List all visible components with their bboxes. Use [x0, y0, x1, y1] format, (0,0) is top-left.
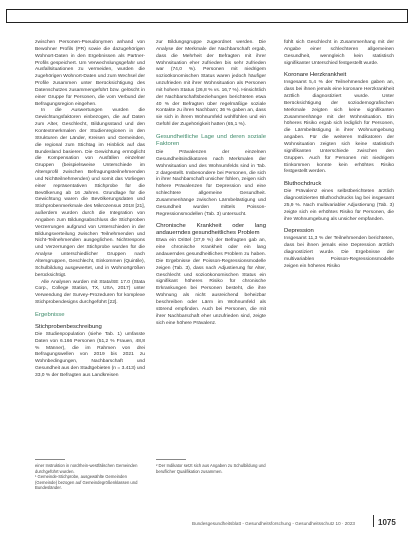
paragraph: Insgesamt 11,3 % der Teilnehmenden berichteten, dass bei ihnen jemals eine Depression ärztlich diagnostiziert wurde. Die Ergebnisse der multivariablen Poisson-Regressionsmodelle zeigen ein höheres Risiko — [284, 236, 394, 269]
paragraph: zur Bildungsgruppe zugeordnet werden. Die Analyse der Merkmale der Nachbarschaft ergab, dass die Mehrheit der Befragten mit ihrer Wohnsituation eher zufrieden bis sehr zufrieden war (74,0 %). Personen mit niedrigem sozioökonomischen Status waren jedoch häufiger unzufrieden mit ihrer Wohnsituation als Personen mit hohem Status (26,8 % vs. 16,7 %). Hinsichtlich der Nachbarschaftsbeziehungen berichteten etwa 40 % der Befragten über regelmäßige soziale Kontakte zu ihren Nachbarn; 36 % gaben an, dass sie sich in ihrem Wohnumfeld wohlfühlen und ein Gefühl der Zugehörigkeit hatten (65,1 %). — [156, 40, 266, 128]
paragraph: zwischen Personen-Pseudonymen anhand von Bewohner Profils (PR) sowie die dazugehörigen Wohnort-Daten in den Ergebnissen als Partner-Profils gespeichert. Um Verwechslungsgefahr und Ausfallsituationen zu vermeiden, wurden die zugehörigen Wohnort-Daten und zum Wechsel der Profile zusammen unter Berücksichtigung des Datenschutzes zusammengeführt bzw. gelöscht in einer Gruppe für Personen, die vom Verbund der Befragungsregion eingehen. — [35, 40, 145, 107]
footer-divider — [373, 515, 374, 527]
subsection-heading: Depression — [284, 228, 314, 235]
footnote-column-1 — [35, 463, 145, 491]
section-heading: Ergebnisse — [35, 311, 65, 318]
text-column-2 — [156, 40, 266, 327]
paragraph: Insgesamt 5,4 % der Teilnehmenden gaben an, dass bei ihnen jemals eine koronare Herzkrankheit ärztlich diagnostiziert wurde. Unter Berücksichtigung der soziodemografischen Merkmale zeigten sich keine signifikanten Zusammenhänge mit der Wohnsituation. Ein höheres Risiko ergab sich lediglich für Personen, die Lärmbelästigung in ihrer Wohnumgebung angaben. Für die weiteren Indikatoren der Wohnsituation zeigten sich keine statistisch signifikanten Unterschiede zwischen den Gruppen. Auch für Personen mit niedrigem Einkommen konnte kein erhöhtes Risiko festgestellt werden. — [284, 80, 394, 175]
journal-footer: Bundesgesundheitsblatt - Gesundheitsforschung - Gesundheitsschutz 10 · 2023 — [192, 521, 355, 526]
text-column-1 — [35, 40, 145, 380]
subsection-heading: Stichprobenbeschreibung — [35, 323, 102, 330]
footnote-divider — [35, 459, 65, 460]
header-bar — [6, 9, 408, 23]
footnote: ¹ Gemeinde-Stichprobe, ausgewählte Gemeinden (Gemeinde) bezogen auf Gemeindegrößenklassen und Bundesländer. — [35, 474, 138, 491]
section-heading: Gesundheitliche Lage und deren soziale Faktoren — [156, 133, 266, 147]
paragraph: Alle Analysen wurden mit Stata/SE 17.0 (Stata Corp., College Station, TX, USA, 2017) unter Verwendung der Survey-Prozeduren für komplexe Stichprobendesigns durchgeführt [22]. — [35, 279, 145, 306]
paragraph: Die Prävalenz eines selbstberichteten ärztlich diagnostizierten Bluthochdrucks lag bei insgesamt 25,9 %. Nach multivariabler Adjustierung (Tab. 3) zeigte sich ein erhöhtes Risiko für Personen, die ihre Wohnumgebung als unsicher empfanden. — [284, 189, 394, 222]
paragraph: fühlt sich Geschlecht in Zusammenhang mit der Angabe einer schlechteren allgemeinen Gesundheit, wenngleich kein statistisch signifikanter Unterschied festgestellt wurde. — [284, 40, 394, 66]
paragraph: Etwa ein Drittel (37,9 %) der Befragten gab an, eine chronische Krankheit oder ein lang andauerndes gesundheitliches Problem zu haben. Die Ergebnisse der Poisson-Regressionsmodelle zeigen (Tab. 3), dass nach Adjustierung für Alter, Geschlecht und sozioökonomischen Status ein signifikant höheres Risiko für chronische Erkrankungen bei Personen besteht, die ihre Wohnung als nicht ausreichend beheizbar beschreiben oder Lärm im Wohnumfeld als störend empfinden. Auch bei Personen, die mit ihrer Nachbarschaft eher unzufrieden sind, zeigte sich eine höhere Prävalenz. — [156, 238, 266, 326]
subsection-heading: Bluthochdruck — [284, 181, 322, 188]
footnote: einer Instruktion in nordrhein-westfälischen Gemeinden durchgeführt wurden. — [35, 463, 138, 474]
subsection-heading: Koronare Herzkrankheit — [284, 72, 347, 79]
page-number: 1075 — [378, 518, 396, 527]
paragraph: Die Prävalenzen der einzelnen Gesundheitsindikatoren nach Merkmalen der Wohnsituation und des Wohnumfelds sind in Tab. 2 dargestellt. Insbesondere bei Personen, die sich in ihrer Nachbarschaft unsicher fühlen, zeigen sich höhere Prävalenzen für Depression und eine schlechtere allgemeine Gesundheit. Zusammenhänge zwischen Lärmbelästigung und Gesundheit wurden mittels Poisson-Regressionsmodellen (Tab. 3) untersucht. — [156, 149, 266, 217]
text-column-3 — [284, 40, 394, 271]
footnote-column-2 — [156, 463, 266, 474]
paragraph: In die Auswertungen wurden die Gewichtungsfaktoren einbezogen, die auf Daten zum Alter, Geschlecht, Bildungsstand und den Kontextmerkmalen der Studienregionen in den Strukturen der Länder, Kreisen und Gemeinden, die regional zum Stichtag im Hinblick auf das Bundesland basieren. Die Gewichtung ermöglicht die Kompensation von Ausfällen einzelner Gruppen (beispielsweise Unterschiede im Altersprofil zwischen Befragungsteilnehmenden und Nichtteilnehmenden) und somit das Vorliegen einer repräsentativen Stichprobe für die Bevölkerung ab 16 Jahren. Grundlage für die Gewichtung waren die Bevölkerungsdaten und Stichprobenmerkmale des Mikrozensus 2018 [21], außerdem wurden durch die Integration von Angaben zum Bildungsabschluss die Stichproben Verzerrungen aufgrund von Unterschieden in der Bildungsverteilung zwischen Teilnehmenden und Nicht-Teilnehmenden ausgeglichen. Nichtrespons und Verzerrungen der Stichprobe wurden für die Analyse unterschiedlicher Gruppen nach Altersgruppen, Geschlecht, Einkommen (Quintile), Schulbildung ausgewertet, und in Wohnortgrößen berücksichtigt. — [35, 108, 145, 278]
footnote-divider — [156, 459, 186, 460]
paragraph: Die Studienpopulation (siehe Tab. 1) umfasste Daten von 6.166 Personen (51,2 % Frauen, 48,8 % Männer), die im Rahmen von drei Befragungswellen von 2019 bis 2021 zu Wohnbedingungen, Nachbarschaft und Gesundheit aus den Stadtgebieten (n = 3.413) und 33,0 % der Befragten aus Landkreisen — [35, 331, 145, 378]
footnote: ² Der Indikator setzt sich aus Angaben zu Schulbildung und beruflicher Qualifikation zusammen. — [156, 463, 266, 474]
subsection-heading: Chronische Krankheit oder lang andauerndes gesundheitliches Problem — [156, 223, 266, 237]
